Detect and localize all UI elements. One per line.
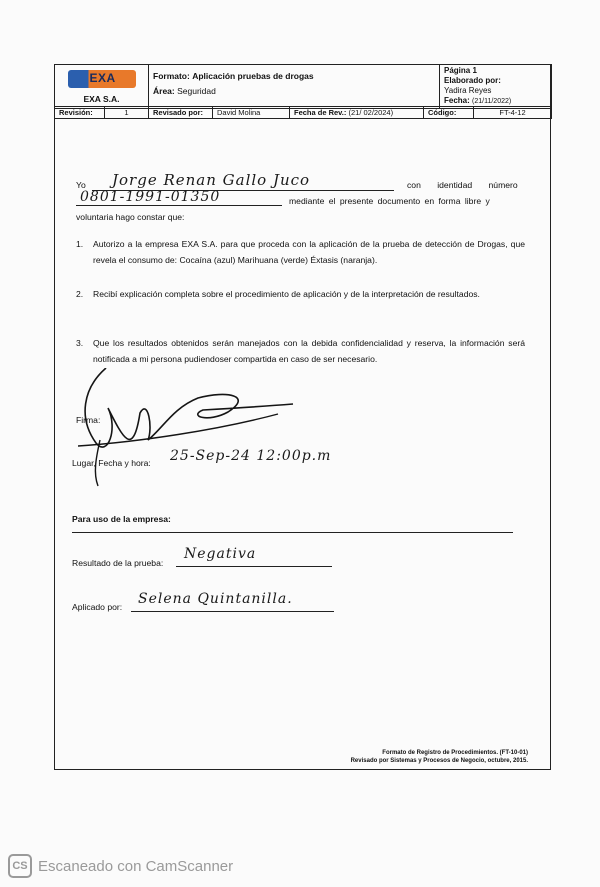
resultado-label: Resultado de la prueba: — [72, 558, 164, 568]
handwritten-name: Jorge Renan Gallo Juco — [112, 171, 311, 189]
voluntaria-text: voluntaria hago constar que: — [76, 212, 185, 222]
id-line — [76, 205, 282, 206]
revision-row: Revisión: 1 Revisado por: David Molina Fecha de Rev.: (21/ 02/2024) Código: FT-4-12 — [54, 106, 552, 119]
revision-number: 1 — [105, 107, 149, 119]
area-line: Área: Seguridad — [153, 86, 216, 96]
resultado-line — [176, 566, 332, 567]
company-logo: EXA — [68, 70, 136, 88]
author: Yadira Reyes — [444, 86, 492, 95]
lugar-label: Lugar, Fecha y hora: — [72, 458, 151, 468]
company-name: EXA S.A. — [83, 94, 120, 104]
mediante-text: mediante el presente documento en forma libre y — [289, 196, 490, 206]
yo-label: Yo — [76, 180, 86, 190]
format-line: Formato: Aplicación pruebas de drogas — [153, 71, 314, 81]
identity-label: con identidad número — [407, 180, 518, 190]
list-item: 1. Autorizo a la empresa EXA S.A. para que proceda con la aplicación de la prueba de detección de Drogas, que revela el consumo de: Cocaína (azul) Marihuana (verde) Éxtasis (naranja). — [76, 239, 525, 265]
revision-date-cell: Fecha de Rev.: (21/ 02/2024) — [290, 107, 424, 119]
form-header — [54, 64, 552, 109]
handwritten-result: Negativa — [184, 546, 257, 562]
empresa-divider — [72, 532, 513, 533]
camscanner-text: Escaneado con CamScanner — [38, 857, 234, 875]
form-code: FT-4-12 — [474, 107, 552, 119]
created-date: (21/11/2022) — [472, 98, 512, 105]
reviewer: David Molina — [213, 107, 290, 119]
aplicado-line — [131, 611, 334, 612]
form-footer: Formato de Registro de Procedimientos. (FT-10-01) Revisado por Sistemas y Procesos de Negocio, octubre, 2015. — [350, 750, 528, 764]
list-item: 2. Recibí explicación completa sobre el procedimiento de aplicación y de la interpretación de resultados. — [76, 289, 480, 299]
handwritten-id: 0801-1991-01350 — [80, 189, 221, 205]
aplicado-label: Aplicado por: — [72, 602, 123, 612]
camscanner-watermark — [8, 854, 233, 878]
firma-label: Firma: — [76, 415, 101, 425]
empresa-heading: Para uso de la empresa: — [72, 514, 171, 524]
camscanner-icon: CS — [8, 854, 32, 878]
handwritten-applier: Selena Quintanilla. — [138, 591, 293, 607]
meta-cell: Página 1 Elaborado por: Yadira Reyes Fecha: (21/11/2022) — [440, 65, 552, 109]
logo-cell — [55, 65, 149, 109]
list-item: 3. Que los resultados obtenidos serán manejados con la debida confidencialidad y reserva, la información será notificada a mi persona pudiendoser compartida en caso de ser necesario. — [76, 338, 525, 364]
page-number: Página 1 — [444, 66, 477, 75]
handwritten-date: 25-Sep-24 12:00p.m — [170, 448, 332, 464]
format-cell — [149, 65, 440, 109]
